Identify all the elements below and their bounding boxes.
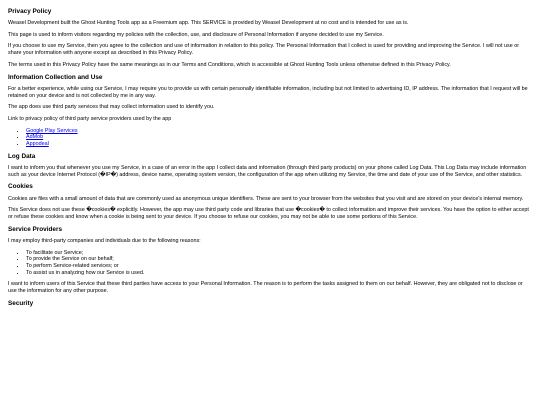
list-item xyxy=(26,134,532,141)
intro-paragraph: Weasel Development built the Ghost Hunting Tools app as a Freemium app. This SERVICE is provided by Weasel Development at no cost and is intended for use as is. xyxy=(8,20,409,27)
intro-paragraph: The terms used in this Privacy Policy have the same meanings as in our Terms and Conditions, which is accessible at Ghost Hunting Tools unless otherwise defined in this Privacy Policy. xyxy=(8,62,451,69)
intro-paragraph: This page is used to inform visitors regarding my policies with the collection, use, and disclosure of Personal Information if anyone decided to use my Service. xyxy=(8,31,384,38)
section-heading-service-providers: Service Providers xyxy=(8,225,62,233)
appodeal-link[interactable]: Appodeal xyxy=(26,141,49,148)
paragraph: The app does use third party services that may collect information used to identify you. xyxy=(8,104,215,111)
admob-link[interactable]: AdMob xyxy=(26,134,44,141)
paragraph: I want to inform you that whenever you use my Service, in a case of an error in the app I collect data and information (through third party products) on your phone called Log Data. This Log Data may include information such as your device Internet Protocol (�IP�) address, device name, operating system version, the configuration of the app when utilizing my Service, the time and date of your use of the Service, and other statistics. xyxy=(8,164,527,178)
paragraph: I may employ third-party companies and individuals due to the following reasons: xyxy=(8,237,201,244)
paragraph: Cookies are files with a small amount of data that are commonly used as anonymous unique identifiers. These are sent to your browser from the websites that you visit and are stored on your device's internal memory. xyxy=(8,195,524,202)
section-heading-security: Security xyxy=(8,299,34,307)
page-title: Privacy Policy xyxy=(8,8,52,15)
intro-paragraph: If you choose to use my Service, then you agree to the collection and use of information in relation to this policy. The Personal Information that I collect is used for providing and improving the Service. I will not use or share your information with anyone except as described in this Privacy Policy. xyxy=(8,43,519,57)
list-item xyxy=(26,141,532,148)
list-item: • To perform Service-related services; or xyxy=(26,263,532,270)
list-item xyxy=(26,128,532,135)
list-item: • To assist us in analyzing how our Service is used. xyxy=(26,270,532,277)
list-item: • To facilitate our Service; xyxy=(26,250,532,257)
reasons-list xyxy=(8,250,532,277)
section-heading-log-data: Log Data xyxy=(8,152,36,160)
paragraph: I want to inform users of this Service that these third parties have access to your Personal Information. The reason is to perform the tasks assigned to them on our behalf. However, they are obligated not to disclose or use the information for any other purpose. xyxy=(8,281,523,295)
paragraph: For a better experience, while using our Service, I may require you to provide us with certain personally identifiable information, including but not limited to advertising ID, IP address. The information that I request will be retained on your device and is not collected by me in any way. xyxy=(8,85,528,99)
section-heading-cookies: Cookies xyxy=(8,183,33,191)
paragraph: Link to privacy policy of third party service providers used by the app xyxy=(8,116,172,123)
google-play-services-link[interactable]: Google Play Services xyxy=(26,127,78,134)
section-heading-information-collection: Information Collection and Use xyxy=(8,73,103,81)
third-party-links-list xyxy=(8,128,532,148)
list-item: • To provide the Service on our behalf; xyxy=(26,256,532,263)
paragraph: This Service does not use these �cookies� explicitly. However, the app may use third party code and libraries that use �cookies� to collect information and improve their services. You have the option to either accept or refuse these cookies and know when a cookie is being sent to your device. If you choose to refuse our cookies, you may not be able to use some portions of this Service. xyxy=(8,207,529,221)
